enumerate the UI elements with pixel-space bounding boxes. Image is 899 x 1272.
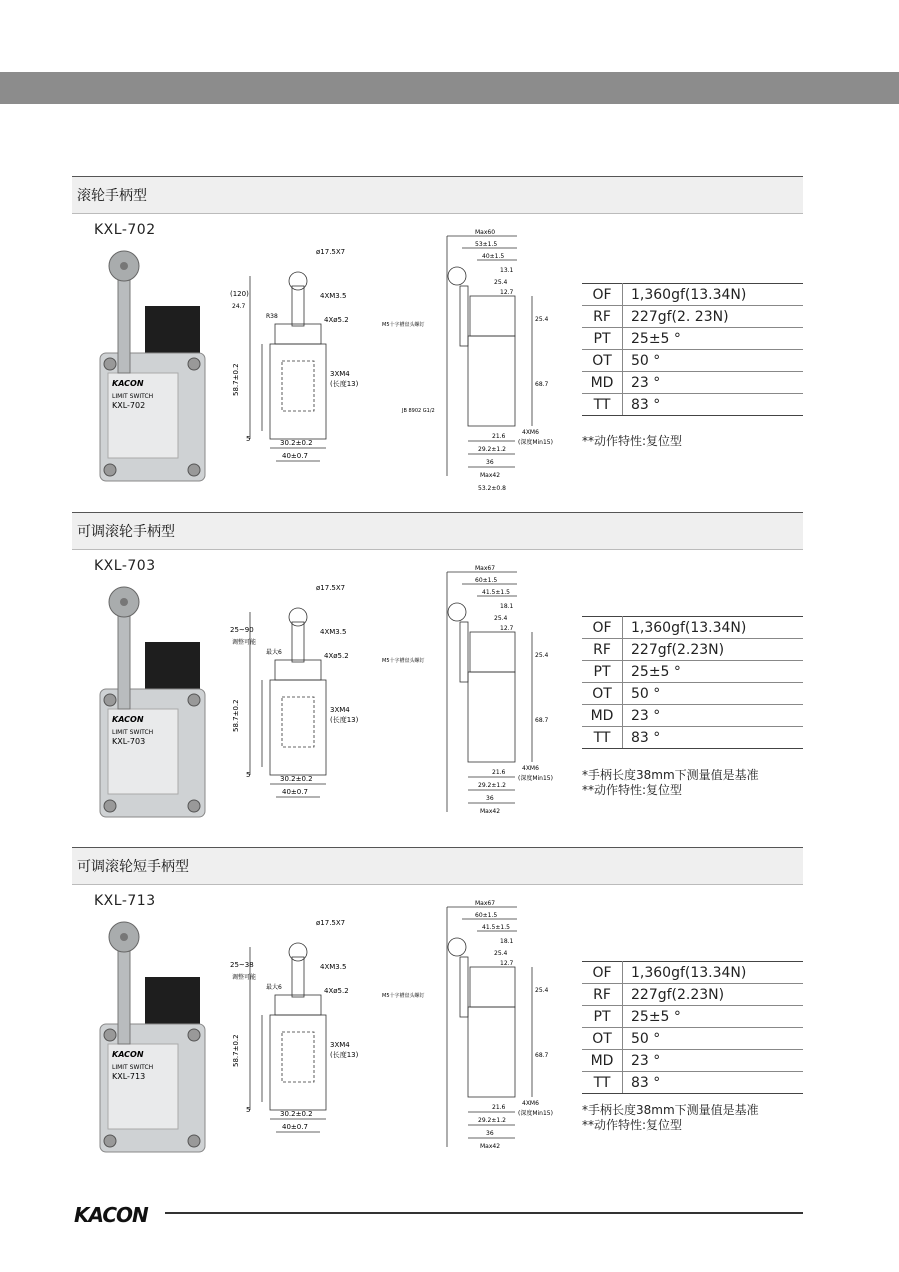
dim-w2: 40±0.7: [282, 452, 308, 460]
dim-max: Max60: [475, 229, 496, 236]
screw: [188, 464, 200, 476]
spec-row: [582, 1006, 803, 1028]
product-photo: [90, 248, 230, 483]
side-lever: [460, 286, 468, 346]
screw: [104, 358, 116, 370]
dim-max: Max67: [475, 900, 496, 907]
dim-k: Max42: [480, 808, 501, 815]
product-section: [72, 847, 803, 1150]
dim-h3: 调整可能: [232, 974, 257, 981]
dim-h: 21.6: [492, 1104, 506, 1111]
nameplate-model: KXL-713: [112, 1072, 146, 1081]
dim-w2: 40±0.7: [282, 1123, 308, 1131]
spec-key: PT: [582, 328, 623, 350]
dim-k: Max42: [480, 472, 501, 479]
dim-h4: 5: [246, 1106, 251, 1114]
spec-key: OT: [582, 350, 623, 372]
screw: [188, 694, 200, 706]
dim-f: 25.4: [535, 652, 549, 659]
spec-value: 1,360gf(13.34N): [623, 962, 804, 984]
dim-c: 13.1: [500, 267, 514, 274]
screw: [188, 800, 200, 812]
note-screw: M5十字槽盘头螺钉: [382, 658, 425, 664]
note-line: **动作特性:复位型: [582, 1118, 683, 1132]
dim-d: 25.4: [494, 279, 508, 286]
dim-hole: 4Xø5.2: [324, 316, 349, 324]
section-title-text: 滚轮手柄型: [77, 188, 147, 204]
spec-key: TT: [582, 727, 623, 749]
side-body: [468, 672, 515, 762]
section-title: [72, 847, 803, 885]
dim-h2: 58.7±0.2: [232, 1034, 240, 1067]
dim-screw: 4XM3.5: [320, 292, 347, 300]
dim-j: 36: [486, 459, 494, 466]
side-head: [470, 967, 515, 1007]
dim-hole: 4Xø5.2: [324, 652, 349, 660]
spec-value: 83 °: [623, 1072, 804, 1094]
dim-b: 41.5±1.5: [482, 924, 510, 931]
spec-key: TT: [582, 1072, 623, 1094]
spec-row: [582, 328, 803, 350]
dim-j: 36: [486, 1130, 494, 1137]
spec-value: 50 °: [623, 1028, 804, 1050]
spec-value: 227gf(2. 23N): [623, 306, 804, 328]
dim-h1: 25~90: [230, 626, 254, 634]
screw: [104, 694, 116, 706]
spec-value: 25±5 °: [623, 1006, 804, 1028]
screw: [104, 464, 116, 476]
spec-key: OT: [582, 1028, 623, 1050]
side-roller: [448, 267, 466, 285]
spec-table: [582, 961, 803, 1094]
spec-row: [582, 1072, 803, 1094]
spec-row: [582, 1050, 803, 1072]
front-view-drawing: [220, 236, 380, 466]
dim-e: 12.7: [500, 960, 514, 967]
note-line: **动作特性:复位型: [582, 434, 683, 448]
footer-logo: KACON: [74, 1203, 148, 1227]
dim-screw: 4XM6: [522, 429, 539, 436]
dim-screw: 4XM6: [522, 765, 539, 772]
lever-outline: [292, 957, 304, 997]
dim-g: 68.7: [535, 717, 549, 724]
dim-h3: 调整可能: [232, 639, 257, 646]
spec-table: [582, 616, 803, 749]
screw: [188, 358, 200, 370]
spec-value: 227gf(2.23N): [623, 639, 804, 661]
side-roller: [448, 938, 466, 956]
dim-h3: 24.7: [232, 303, 246, 310]
dim-depth: (深度Min15): [518, 775, 553, 782]
dim-tilt: 最大6: [266, 984, 282, 991]
nameplate-model: KXL-702: [112, 401, 146, 410]
spec-key: OT: [582, 683, 623, 705]
dim-g: 68.7: [535, 381, 549, 388]
dim-k: Max42: [480, 1143, 501, 1150]
dim-w1: 30.2±0.2: [280, 1110, 313, 1118]
dim-h: 21.6: [492, 769, 506, 776]
dim-h1: 25~38: [230, 961, 254, 969]
dim-screw: 4XM3.5: [320, 628, 347, 636]
dim-depth: (长度13): [330, 716, 359, 724]
dim-roller: ø17.5X7: [316, 248, 346, 256]
spec-value: 23 °: [623, 372, 804, 394]
section-title-text: 可调滚轮短手柄型: [77, 859, 189, 875]
lever-arm: [118, 939, 130, 1044]
product-section: [72, 176, 803, 492]
screw: [104, 1029, 116, 1041]
lever-arm: [118, 268, 130, 373]
lever-outline: [292, 286, 304, 326]
spec-key: RF: [582, 306, 623, 328]
spec-table: [582, 283, 803, 416]
section-title-text: 可调滚轮手柄型: [77, 524, 175, 540]
dim-h2: 58.7±0.2: [232, 699, 240, 732]
body-outline: [270, 344, 326, 439]
spec-row: [582, 962, 803, 984]
spec-row: [582, 617, 803, 639]
spec-row: [582, 394, 803, 416]
dim-w2: 40±0.7: [282, 788, 308, 796]
model-number: KXL-703: [94, 558, 156, 574]
spec-key: OF: [582, 284, 623, 306]
dim-tilt: R38: [266, 313, 278, 320]
spec-value: 23 °: [623, 705, 804, 727]
dim-c: 18.1: [500, 938, 514, 945]
spec-key: PT: [582, 661, 623, 683]
dim-e: 12.7: [500, 625, 514, 632]
spec-row: [582, 683, 803, 705]
spec-value: 50 °: [623, 350, 804, 372]
dim-a: 53±1.5: [475, 241, 498, 248]
dim-l: 53.2±0.8: [478, 485, 506, 492]
section-title: [72, 512, 803, 550]
footer-rule: [165, 1212, 803, 1214]
section-title: [72, 176, 803, 214]
side-view-drawing: [382, 897, 572, 1167]
front-view-drawing: [220, 572, 380, 802]
dim-depth: (深度Min15): [518, 1110, 553, 1117]
spec-row: [582, 372, 803, 394]
product-photo: [90, 584, 230, 819]
nameplate-logo: KACON: [112, 715, 144, 724]
nameplate-label: LIMIT SWITCH: [112, 729, 154, 736]
nameplate-model: KXL-703: [112, 737, 146, 746]
dim-h: 21.6: [492, 433, 506, 440]
dim-roller: ø17.5X7: [316, 919, 346, 927]
body-outline: [270, 1015, 326, 1110]
side-body: [468, 336, 515, 426]
nameplate-label: LIMIT SWITCH: [112, 393, 154, 400]
dim-j: 36: [486, 795, 494, 802]
dim-hole: 4Xø5.2: [324, 987, 349, 995]
spec-notes: [582, 768, 759, 798]
spec-key: MD: [582, 705, 623, 727]
spec-key: MD: [582, 372, 623, 394]
dim-h4: 5: [246, 771, 251, 779]
spec-key: MD: [582, 1050, 623, 1072]
dim-max: Max67: [475, 565, 496, 572]
spec-row: [582, 984, 803, 1006]
dim-depth: (长度13): [330, 1051, 359, 1059]
dim-roller: ø17.5X7: [316, 584, 346, 592]
spec-row: [582, 661, 803, 683]
dim-i: 29.2±1.2: [478, 1117, 506, 1124]
dim-screw: 4XM6: [522, 1100, 539, 1107]
spec-row: [582, 350, 803, 372]
spec-key: RF: [582, 984, 623, 1006]
nameplate-logo: KACON: [112, 379, 144, 388]
dim-c: 18.1: [500, 603, 514, 610]
lever-arm: [118, 604, 130, 709]
spec-row: [582, 705, 803, 727]
front-view-drawing: [220, 907, 380, 1137]
spec-notes: [582, 434, 682, 449]
dim-w1: 30.2±0.2: [280, 439, 313, 447]
note-line: **动作特性:复位型: [582, 783, 683, 797]
dim-b: 41.5±1.5: [482, 589, 510, 596]
dim-h4: 5: [246, 435, 251, 443]
spec-key: RF: [582, 639, 623, 661]
lever-outline: [292, 622, 304, 662]
dim-i: 29.2±1.2: [478, 782, 506, 789]
dim-tilt: 最大6: [266, 649, 282, 656]
spec-row: [582, 639, 803, 661]
dim-screw2: 3XM4: [330, 1041, 350, 1049]
spec-value: 227gf(2.23N): [623, 984, 804, 1006]
spec-row: [582, 1028, 803, 1050]
dim-d: 25.4: [494, 950, 508, 957]
dim-d: 25.4: [494, 615, 508, 622]
body-outline: [270, 680, 326, 775]
side-lever: [460, 622, 468, 682]
dim-f: 25.4: [535, 987, 549, 994]
side-body: [468, 1007, 515, 1097]
product-section: [72, 512, 803, 815]
spec-row: [582, 306, 803, 328]
spec-key: OF: [582, 617, 623, 639]
side-view-drawing: [382, 226, 572, 496]
model-number: KXL-702: [94, 222, 156, 238]
spec-value: 50 °: [623, 683, 804, 705]
side-head: [470, 296, 515, 336]
spec-key: TT: [582, 394, 623, 416]
dim-a: 60±1.5: [475, 577, 498, 584]
note-line: *手柄长度38mm下测量值是基准: [582, 768, 759, 782]
dim-screw2: 3XM4: [330, 370, 350, 378]
spec-row: [582, 727, 803, 749]
dim-h1: (120): [230, 290, 249, 298]
dim-h2: 58.7±0.2: [232, 363, 240, 396]
dim-e: 12.7: [500, 289, 514, 296]
screw: [104, 800, 116, 812]
screw: [188, 1029, 200, 1041]
dim-b: 40±1.5: [482, 253, 505, 260]
note-thread: JB 8902 G1/2: [402, 408, 435, 414]
dim-w1: 30.2±0.2: [280, 775, 313, 783]
spec-key: OF: [582, 962, 623, 984]
side-roller: [448, 603, 466, 621]
note-screw: M5十字槽盘头螺钉: [382, 322, 425, 328]
dim-a: 60±1.5: [475, 912, 498, 919]
dim-f: 25.4: [535, 316, 549, 323]
product-photo: [90, 919, 230, 1154]
note-screw: M5十字槽盘头螺钉: [382, 993, 425, 999]
dim-screw2: 3XM4: [330, 706, 350, 714]
model-number: KXL-713: [94, 893, 156, 909]
screw: [188, 1135, 200, 1147]
dim-g: 68.7: [535, 1052, 549, 1059]
spec-value: 1,360gf(13.34N): [623, 617, 804, 639]
nameplate-label: LIMIT SWITCH: [112, 1064, 154, 1071]
dim-screw: 4XM3.5: [320, 963, 347, 971]
top-gray-band: [0, 72, 899, 104]
note-line: *手柄长度38mm下测量值是基准: [582, 1103, 759, 1117]
side-view-drawing: [382, 562, 572, 832]
dim-depth: (长度13): [330, 380, 359, 388]
spec-value: 83 °: [623, 727, 804, 749]
spec-value: 1,360gf(13.34N): [623, 284, 804, 306]
side-lever: [460, 957, 468, 1017]
spec-notes: [582, 1103, 759, 1133]
dim-depth: (深度Min15): [518, 439, 553, 446]
spec-key: PT: [582, 1006, 623, 1028]
nameplate-logo: KACON: [112, 1050, 144, 1059]
spec-value: 25±5 °: [623, 328, 804, 350]
spec-value: 23 °: [623, 1050, 804, 1072]
dim-i: 29.2±1.2: [478, 446, 506, 453]
side-head: [470, 632, 515, 672]
spec-value: 25±5 °: [623, 661, 804, 683]
spec-value: 83 °: [623, 394, 804, 416]
spec-row: [582, 284, 803, 306]
screw: [104, 1135, 116, 1147]
